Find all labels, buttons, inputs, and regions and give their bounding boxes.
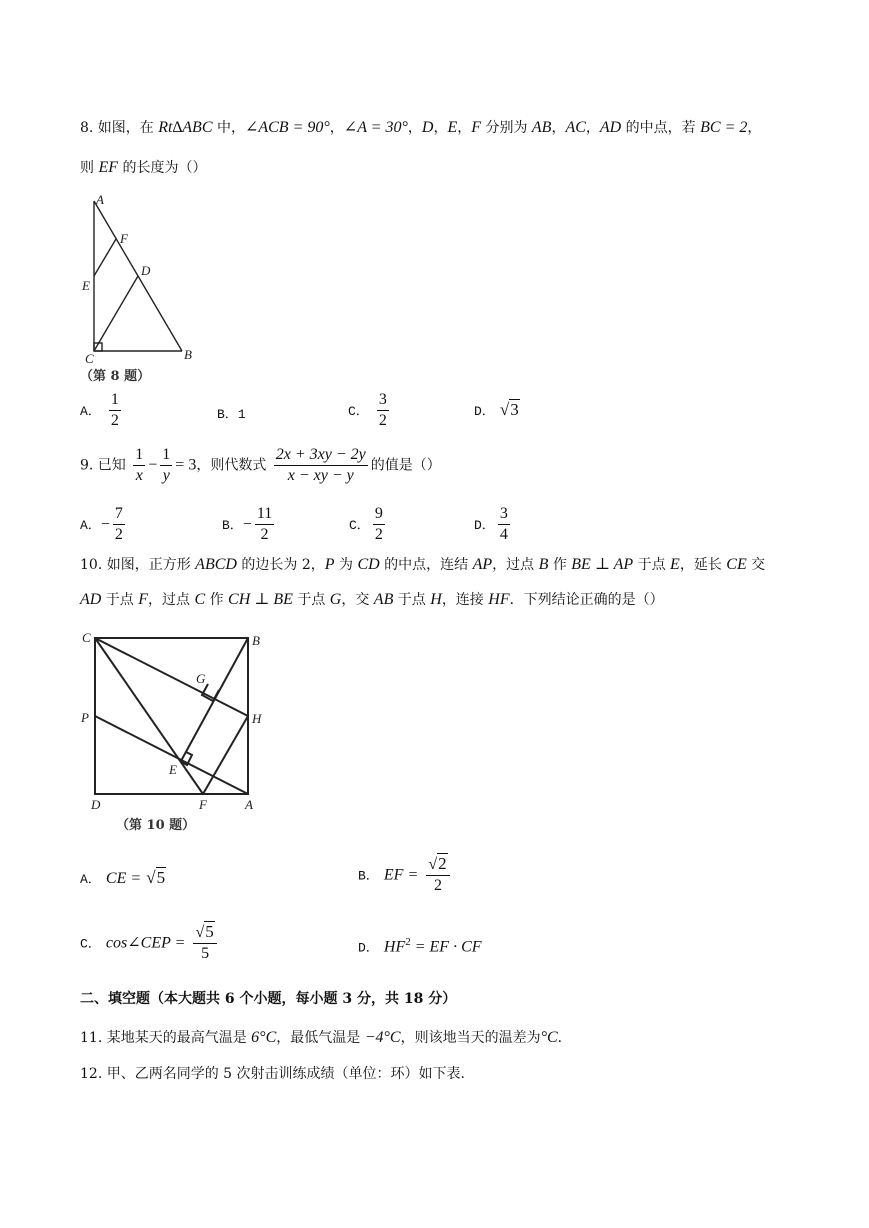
- q8-text: ，: [585, 120, 600, 136]
- fraction-den: y: [162, 467, 170, 484]
- sqrt-radicand: 2: [438, 854, 447, 873]
- figure-caption: （第 8 题）: [80, 369, 151, 384]
- q10-math: AD: [80, 591, 102, 608]
- fraction-num: √2: [426, 854, 449, 876]
- q8-text: 分别为: [481, 120, 532, 136]
- q11-text: 11. 某地某天的最高气温是: [80, 1030, 252, 1046]
- fraction: [193, 922, 216, 964]
- q10-text: 作: [548, 557, 572, 573]
- q8-text: ，: [747, 120, 762, 136]
- q10-math: C: [194, 591, 206, 608]
- q8-math: AC: [565, 119, 586, 136]
- fraction-num: 3: [377, 390, 389, 411]
- figure-caption: （第 10 题）: [116, 818, 196, 833]
- sqrt-radicand: 5: [205, 922, 214, 941]
- label-e: E: [82, 278, 90, 293]
- label-b: B: [252, 633, 260, 648]
- q9-option-b: [222, 504, 277, 545]
- q8-option-c: [348, 390, 392, 431]
- fraction-den: 2: [260, 526, 269, 543]
- label-p: P: [81, 710, 89, 725]
- fraction-den: 2: [374, 526, 383, 543]
- q10-text: ，交: [341, 592, 374, 608]
- q8-figure: [78, 192, 208, 387]
- q8-text: 的中点，若: [621, 120, 701, 136]
- fraction-den: 2: [110, 412, 119, 429]
- fraction-num: 1: [133, 445, 145, 466]
- q8-math: AD: [599, 119, 622, 136]
- q11-math: −4°C: [364, 1029, 401, 1046]
- fraction: [274, 445, 368, 486]
- q10-math: ABCD: [195, 556, 237, 573]
- segment-cf: [95, 638, 203, 794]
- q10-math: CE: [726, 556, 747, 573]
- fraction-den: 5: [201, 945, 210, 962]
- q8-option-a: [80, 390, 124, 431]
- sqrt-radicand: 5: [156, 868, 166, 887]
- q9-text: ，则代数式: [196, 457, 267, 474]
- q8-math: ∠ACB = 90°: [244, 119, 330, 136]
- q10-math: HF: [488, 591, 510, 608]
- q8-math: EF: [98, 159, 118, 176]
- label-g: G: [196, 671, 206, 686]
- q10-text: 于点: [633, 557, 671, 573]
- option-label: D．: [474, 518, 495, 533]
- q11-text: ．: [557, 1030, 572, 1046]
- q11-text: ，则该地当天的温差为: [400, 1030, 541, 1046]
- q9-line: [80, 445, 441, 486]
- fraction-num: 2x + 3xy − 2y: [274, 445, 368, 466]
- q8-text: ，: [457, 120, 472, 136]
- q10-line1: [80, 555, 765, 575]
- q10-option-d: [358, 936, 482, 956]
- q8-option-d: [474, 400, 520, 420]
- q10-option-b: [358, 854, 453, 896]
- fraction-den: 2: [433, 877, 442, 894]
- q8-line1: [80, 118, 761, 138]
- option-expr: EF =: [383, 866, 419, 884]
- fraction-den: 2: [114, 526, 123, 543]
- option-label: B．: [358, 868, 379, 884]
- q8-option-b: [217, 403, 246, 422]
- option-sign: −: [100, 516, 110, 533]
- option-expr: = EF · CF: [410, 938, 482, 956]
- option-label: B．: [222, 518, 243, 533]
- label-c: C: [82, 630, 91, 645]
- fraction: [109, 390, 121, 431]
- option-label: B．: [217, 407, 238, 422]
- q10-option-a: [80, 868, 166, 888]
- q9-option-a: [80, 504, 128, 545]
- fraction: [160, 445, 172, 486]
- segment-ch: [95, 638, 248, 716]
- q9-text: 9. 已知: [80, 457, 126, 474]
- q10-text: 作: [205, 592, 229, 608]
- fraction-num: 7: [113, 504, 125, 525]
- q10-text: 交: [746, 557, 766, 573]
- q10-text: ．下列结论正确的是（）: [509, 592, 664, 608]
- q10-figure: [78, 625, 278, 840]
- q8-text: 的长度为（）: [118, 160, 207, 176]
- q10-math: CD: [357, 556, 380, 573]
- label-h: H: [252, 711, 262, 726]
- option-value: 1: [237, 407, 246, 422]
- label-c: C: [85, 351, 94, 366]
- q12-line: 12. 甲、乙两名同学的 5 次射击训练成绩（单位：环）如下表.: [80, 1066, 465, 1082]
- q10-text: 于点: [101, 592, 139, 608]
- q11-math: °C: [540, 1029, 558, 1046]
- q11-line: [80, 1028, 572, 1048]
- q8-math: Rt∆ABC: [158, 119, 213, 136]
- label-f: F: [120, 231, 128, 246]
- fraction: [113, 504, 125, 545]
- q8-text: 8. 如图，在: [80, 120, 159, 136]
- q10-math: BE ⊥ AP: [571, 556, 634, 573]
- q10-text: 为: [334, 557, 358, 573]
- option-label: A．: [80, 404, 101, 419]
- q8-text: ，: [329, 120, 344, 136]
- q10-text: ，过点: [148, 592, 195, 608]
- q10-math: H: [430, 591, 442, 608]
- right-angle-mark-g: [202, 684, 219, 701]
- q10-math: F: [138, 591, 149, 608]
- fraction-num: 3: [498, 504, 510, 525]
- option-expr: HF: [383, 938, 406, 956]
- q8-text: ，: [433, 120, 448, 136]
- option-expr: cos∠CEP =: [105, 934, 186, 952]
- label-a: A: [245, 797, 253, 812]
- label-e: E: [169, 762, 177, 777]
- fraction-den: 2: [378, 412, 387, 429]
- segment-cd: [94, 276, 138, 351]
- q9-option-c: [349, 504, 388, 545]
- option-sign: −: [242, 516, 252, 533]
- q10-text: ，延长: [679, 557, 727, 573]
- sqrt: √3: [499, 400, 519, 419]
- q8-math: D: [421, 119, 434, 136]
- fraction-num: 11: [255, 504, 274, 525]
- q10-math: CH ⊥ BE: [228, 591, 293, 608]
- q8-text: 中，: [212, 120, 245, 136]
- q10-line2: [80, 590, 664, 610]
- q10-math: B: [538, 556, 549, 573]
- fraction: [133, 445, 145, 486]
- fraction-den: x: [135, 467, 143, 484]
- option-label: D．: [358, 940, 379, 956]
- label-a: A: [96, 192, 104, 207]
- option-expr: CE =: [105, 870, 142, 887]
- option-label: C．: [348, 404, 369, 419]
- fraction: [377, 390, 389, 431]
- fraction: [426, 854, 449, 896]
- q10-math: E: [670, 556, 680, 573]
- q8-line2: [80, 158, 206, 178]
- fraction: [498, 504, 510, 545]
- fraction: [255, 504, 274, 545]
- q8-text: 则: [80, 160, 99, 176]
- option-exponent: 2: [405, 936, 411, 948]
- q11-text: ，最低气温是: [276, 1030, 365, 1046]
- q9-math: = 3: [175, 456, 197, 474]
- option-label: A．: [80, 518, 101, 533]
- fraction-den: x − xy − y: [287, 467, 354, 484]
- q10-text: 的中点，连结: [379, 557, 473, 573]
- segment-ef: [94, 239, 116, 276]
- sqrt-radicand: 3: [510, 400, 519, 419]
- label-d: D: [91, 797, 101, 812]
- option-label: C．: [80, 936, 101, 952]
- q10-option-c: [80, 922, 220, 964]
- section-heading: 二、填空题（本大题共 6 个小题，每小题 3 分，共 18 分）: [80, 991, 457, 1007]
- fraction-num: 9: [373, 504, 385, 525]
- q10-text: 10. 如图，正方形: [80, 557, 196, 573]
- q10-text: 于点: [393, 592, 431, 608]
- fraction: [373, 504, 385, 545]
- label-b: B: [184, 347, 192, 362]
- q8-math: ∠A = 30°: [343, 119, 408, 136]
- q10-math: G: [329, 591, 342, 608]
- q10-text: 的边长为 2，: [236, 557, 325, 573]
- q10-math: P: [324, 556, 335, 573]
- q10-math: AP: [472, 556, 493, 573]
- sqrt: √5: [146, 868, 166, 887]
- q11-math: 6°C: [251, 1029, 277, 1046]
- q10-text: ，过点: [492, 557, 539, 573]
- option-label: A．: [80, 872, 101, 887]
- option-label: C．: [349, 518, 370, 533]
- label-d: D: [141, 263, 151, 278]
- option-label: D．: [474, 404, 495, 419]
- fraction-num: 1: [160, 445, 172, 466]
- q10-text: ，连接: [441, 592, 489, 608]
- q8-math: F: [471, 119, 481, 136]
- q10-math: AB: [373, 591, 394, 608]
- fraction-num: √5: [193, 922, 216, 944]
- q9-math: −: [148, 456, 158, 474]
- q9-text: 的值是（）: [370, 457, 441, 474]
- label-f: F: [199, 797, 207, 812]
- q9-option-d: [474, 504, 513, 545]
- fraction-den: 4: [499, 526, 508, 543]
- q8-math: AB: [531, 119, 552, 136]
- q8-text: ，: [551, 120, 566, 136]
- q10-text: 于点: [292, 592, 330, 608]
- fraction-num: 1: [109, 390, 121, 411]
- q8-text: ，: [407, 120, 422, 136]
- q8-math: E: [447, 119, 458, 136]
- q8-math: BC = 2: [700, 119, 748, 136]
